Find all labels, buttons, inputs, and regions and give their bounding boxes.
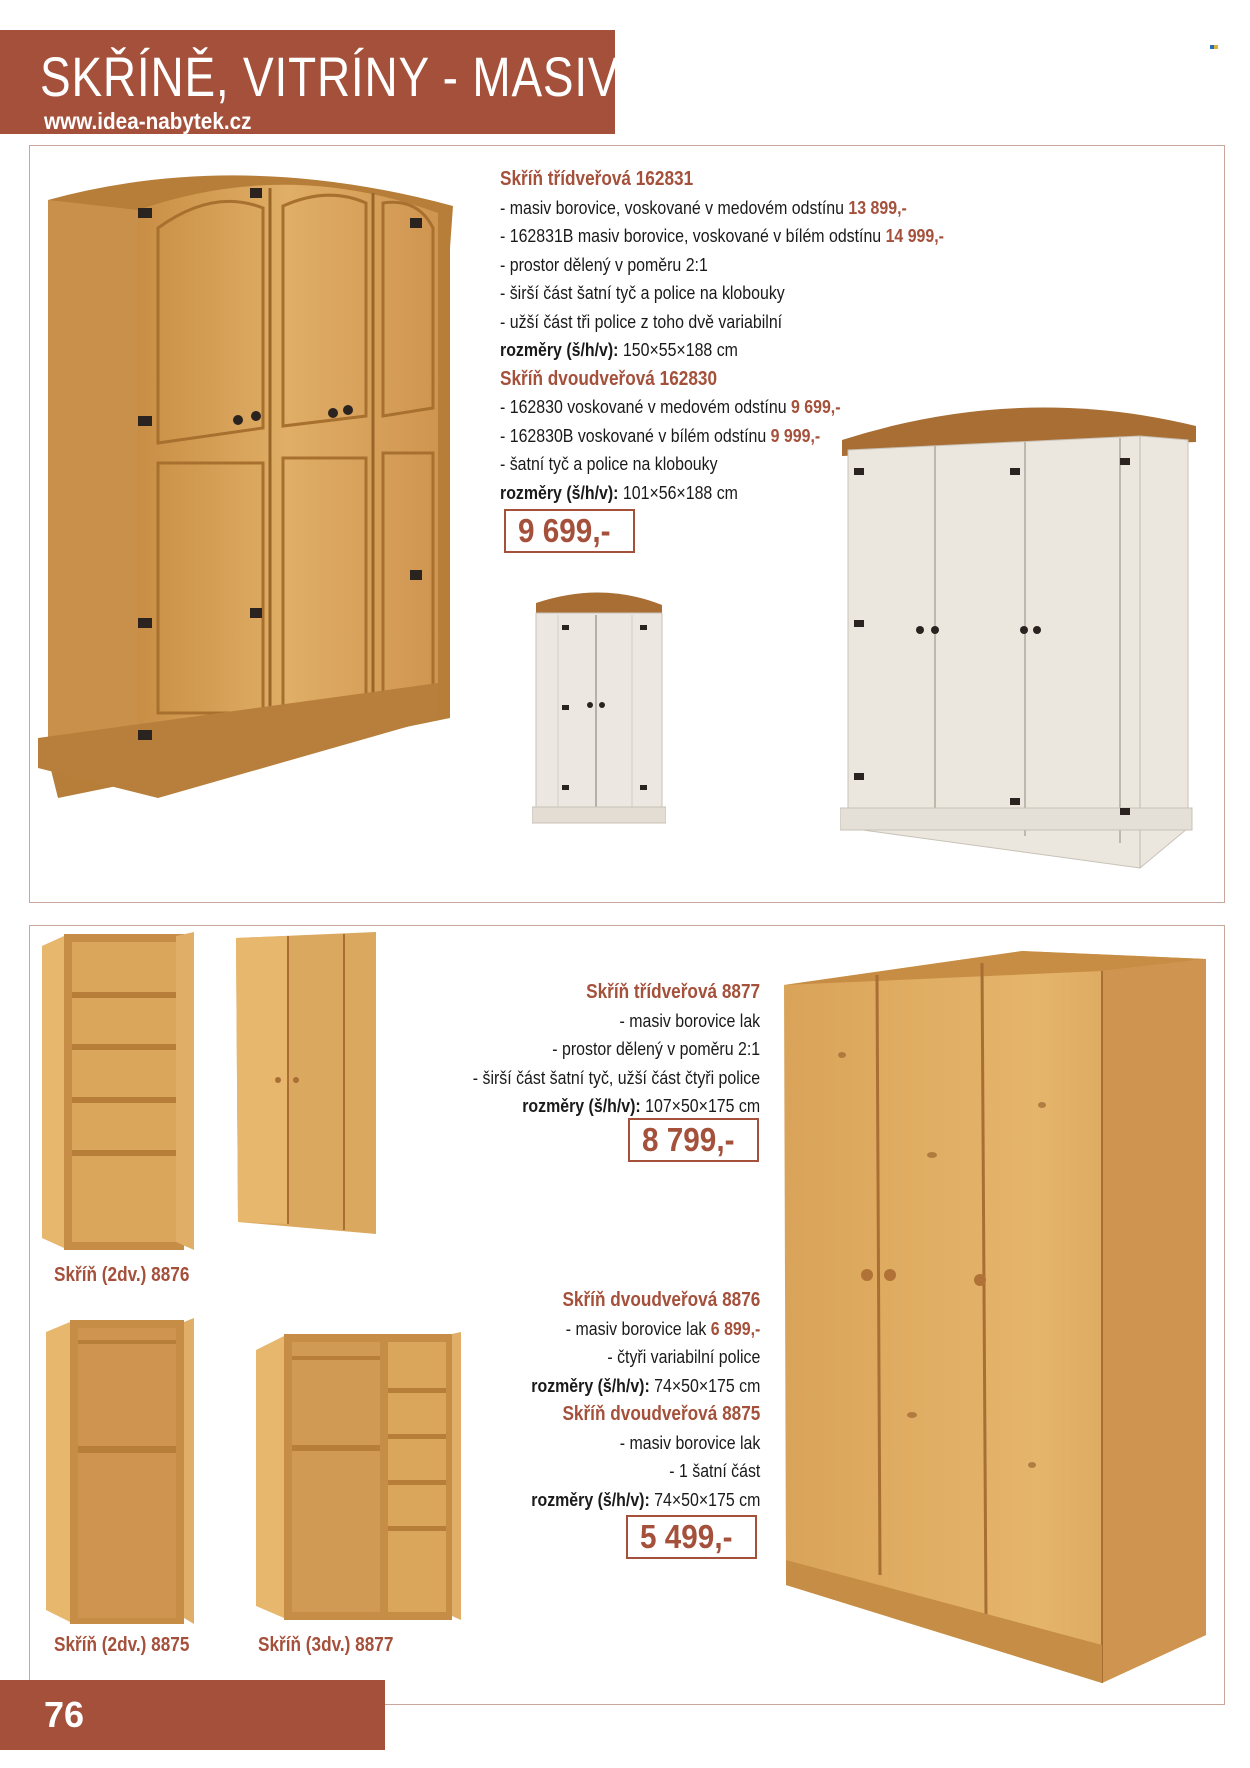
wardrobe-8876-open-image bbox=[42, 932, 194, 1262]
caption-8875: Skříň (2dv.) 8875 bbox=[54, 1634, 190, 1656]
page-title: SKŘÍNĚ, VITRÍNY - MASIV bbox=[40, 45, 620, 108]
caption-8876: Skříň (2dv.) 8876 bbox=[54, 1264, 190, 1286]
color-mark-icon bbox=[1210, 36, 1220, 44]
inline-price: 14 999,- bbox=[885, 225, 944, 246]
wardrobe-8876-closed-image bbox=[230, 932, 380, 1252]
dimensions-value: 107×50×175 cm bbox=[640, 1095, 760, 1116]
product-line: - šatní tyč a police na klobouky bbox=[500, 453, 718, 474]
inline-price: 9 699,- bbox=[790, 396, 841, 417]
price-tag-162830 bbox=[504, 509, 635, 553]
inline-price: 13 899,- bbox=[848, 196, 907, 218]
price-value: 5 499,- bbox=[640, 1518, 733, 1555]
product-line: - masiv borovice lak bbox=[619, 1009, 760, 1031]
product-dimensions bbox=[531, 1372, 760, 1401]
dimensions-label: rozměry (š/h/v): bbox=[500, 481, 619, 503]
price-value: 8 799,- bbox=[642, 1121, 735, 1158]
inline-price: 6 899,- bbox=[710, 1317, 760, 1339]
caption-8877: Skříň (3dv.) 8877 bbox=[258, 1634, 394, 1656]
product-line bbox=[500, 194, 944, 223]
dimensions-value: 74×50×175 cm bbox=[649, 1488, 760, 1510]
product-title: Skříň třídveřová 8877 bbox=[585, 981, 760, 1003]
line-text: - 162830B voskované v bílém odstínu bbox=[500, 424, 771, 446]
page-number: 76 bbox=[44, 1694, 85, 1735]
wardrobe-8877-open-image bbox=[256, 1330, 461, 1630]
product-title: Skříň třídveřová 162831 bbox=[500, 168, 694, 190]
product-title: Skříň dvoudveřová 162830 bbox=[500, 367, 718, 390]
line-text: - 162831B masiv borovice, voskované v bílém odstínu bbox=[500, 225, 886, 246]
product-line: - čtyři variabilní police bbox=[607, 1346, 760, 1367]
price-tag-8875 bbox=[626, 1515, 757, 1559]
wardrobe-162831-honey-image bbox=[38, 158, 490, 798]
inline-price: 9 999,- bbox=[770, 424, 821, 446]
price-value: 9 699,- bbox=[518, 512, 611, 549]
line-text: - masiv borovice lak bbox=[565, 1317, 711, 1339]
dimensions-value: 74×50×175 cm bbox=[649, 1374, 760, 1396]
dimensions-label: rozměry (š/h/v): bbox=[522, 1095, 641, 1116]
line-text: - 162830 voskované v medovém odstínu bbox=[500, 396, 791, 417]
dimensions-label: rozměry (š/h/v): bbox=[530, 1488, 650, 1510]
product-8877-description bbox=[426, 978, 760, 1121]
product-line: - 1 šatní část bbox=[668, 1460, 760, 1481]
product-line: - prostor dělený v poměru 2:1 bbox=[500, 253, 708, 275]
product-line bbox=[500, 222, 944, 251]
wardrobe-162830-white-image bbox=[532, 585, 666, 825]
product-8876-8875-description bbox=[494, 1286, 760, 1514]
product-title: Skříň dvoudveřová 8875 bbox=[562, 1403, 760, 1425]
dimensions-label: rozměry (š/h/v): bbox=[530, 1374, 650, 1396]
dimensions-value: 150×55×188 cm bbox=[618, 339, 738, 360]
product-line: - širší část šatní tyč, užší část čtyři police bbox=[472, 1066, 760, 1088]
dimensions-label: rozměry (š/h/v): bbox=[500, 339, 619, 360]
product-line: - užší část tři police z toho dvě variabilní bbox=[500, 310, 783, 332]
price-tag-8877 bbox=[628, 1118, 759, 1162]
wardrobe-162831b-white-image bbox=[840, 398, 1200, 873]
product-line bbox=[531, 1315, 760, 1344]
product-title: Skříň dvoudveřová 8876 bbox=[562, 1289, 760, 1311]
dimensions-value: 101×56×188 cm bbox=[618, 481, 738, 503]
product-line: - masiv borovice lak bbox=[619, 1431, 760, 1453]
website-url[interactable]: www.idea-nabytek.cz bbox=[44, 108, 252, 134]
line-text: - masiv borovice, voskované v medovém odstínu bbox=[500, 196, 849, 218]
product-dimensions bbox=[473, 1092, 760, 1121]
product-dimensions bbox=[531, 1486, 760, 1515]
product-line: - prostor dělený v poměru 2:1 bbox=[552, 1038, 760, 1059]
product-dimensions bbox=[500, 336, 944, 365]
product-line: - širší část šatní tyč a police na klobouky bbox=[500, 282, 785, 303]
wardrobe-8877-closed-image bbox=[782, 945, 1210, 1685]
wardrobe-8875-open-image bbox=[46, 1318, 194, 1634]
